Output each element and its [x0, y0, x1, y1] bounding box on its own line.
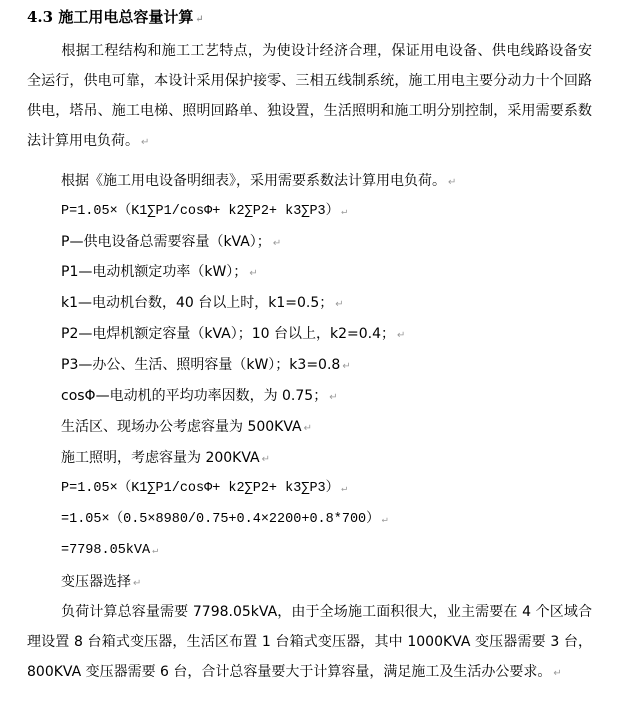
- section-heading: [27, 6, 204, 31]
- paragraph-mark-icon: ↵: [381, 515, 388, 526]
- paragraph-mark-icon: ↵: [272, 238, 282, 249]
- paragraph-mark-icon: ↵: [249, 268, 258, 279]
- result-line: [61, 540, 158, 563]
- definition-line: [61, 354, 351, 378]
- substitution-line: [61, 509, 388, 532]
- definition-line: [61, 323, 405, 347]
- definition-p: P—供电设备总需要容量（kVA）；: [61, 234, 271, 250]
- conclusion-text: 负荷计算总容量需要 7798.05kVA，由于全场施工面积很大，业主需要在 4 个区域合理设置 8 台箱式变压器，生活区布置 1 台箱式变压器，其中 1000KVA 变压器需要 3 台，800KVA 变压器需要 6 台，合计总容量要大于计算容量，满足施工及生活办公要求。: [27, 604, 592, 680]
- transformer-heading-text: 变压器选择: [61, 574, 131, 590]
- definition-cosphi: cosΦ—电动机的平均功率因数，为 0.75；: [61, 388, 328, 404]
- paragraph-mark-icon: ↵: [133, 578, 142, 589]
- substitution-text: =1.05×（0.5×8980/0.75+0.4×2200+0.8*700）: [61, 512, 380, 527]
- definition-living-area: 生活区、现场办公考虑容量为 500KVA: [61, 419, 302, 435]
- definition-line: [61, 261, 258, 285]
- result-text: =7798.05kVA: [61, 543, 151, 558]
- basis-line: [61, 170, 456, 194]
- basis-text: 根据《施工用电设备明细表》，采用需要系数法计算用电负荷。: [61, 173, 446, 189]
- intro-text: 根据工程结构和施工工艺特点，为使设计经济合理，保证用电设备、供电线路设备安全运行，供电可靠，本设计采用保护接零、三相五线制系统，施工用电主要分动力十个回路供电，塔吊、施工电梯、照明回路单、独设置，生活照明和施工明分别控制，采用需要系数法计算用电负荷。: [27, 43, 592, 149]
- heading-text: 4.3 施工用电总容量计算: [27, 8, 194, 26]
- formula-repeat-text: P=1.05×（K1∑P1/cosΦ+ k2∑P2+ k3∑P3）: [61, 481, 340, 496]
- definition-lighting: 施工照明，考虑容量为 200KVA: [61, 450, 260, 466]
- paragraph-mark-icon: ↵: [261, 454, 271, 465]
- paragraph-mark-icon: ↵: [195, 14, 204, 25]
- paragraph-mark-icon: ↵: [335, 299, 344, 310]
- transformer-heading: [61, 571, 141, 595]
- paragraph-mark-icon: ↵: [303, 423, 313, 434]
- intro-paragraph: [27, 36, 592, 158]
- paragraph-mark-icon: ↵: [329, 392, 338, 403]
- definition-line: [61, 447, 270, 471]
- paragraph-mark-icon: ↵: [341, 207, 348, 218]
- formula-line: [61, 201, 347, 224]
- paragraph-mark-icon: ↵: [341, 484, 348, 495]
- paragraph-mark-icon: ↵: [553, 668, 562, 679]
- definition-k1: k1—电动机台数，40 台以上时，k1=0.5；: [61, 295, 334, 311]
- definition-p2: P2—电焊机额定容量（kVA）；10 台以上，k2=0.4；: [61, 326, 395, 342]
- formula-text: P=1.05×（K1∑P1/cosΦ+ k2∑P2+ k3∑P3）: [61, 204, 340, 219]
- paragraph-mark-icon: ↵: [152, 546, 159, 557]
- definition-p3: P3—办公、生活、照明容量（kW）；k3=0.8: [61, 357, 341, 373]
- formula-line-repeat: [61, 478, 347, 501]
- definition-line: [61, 292, 344, 316]
- definition-line: [61, 231, 281, 255]
- definition-line: [61, 416, 312, 440]
- definition-p1: P1—电动机额定功率（kW）；: [61, 264, 248, 280]
- paragraph-mark-icon: ↵: [141, 137, 150, 148]
- paragraph-mark-icon: ↵: [342, 361, 351, 372]
- paragraph-mark-icon: ↵: [448, 177, 457, 188]
- paragraph-mark-icon: ↵: [397, 330, 406, 341]
- definition-line: [61, 385, 338, 409]
- conclusion-paragraph: [27, 597, 592, 689]
